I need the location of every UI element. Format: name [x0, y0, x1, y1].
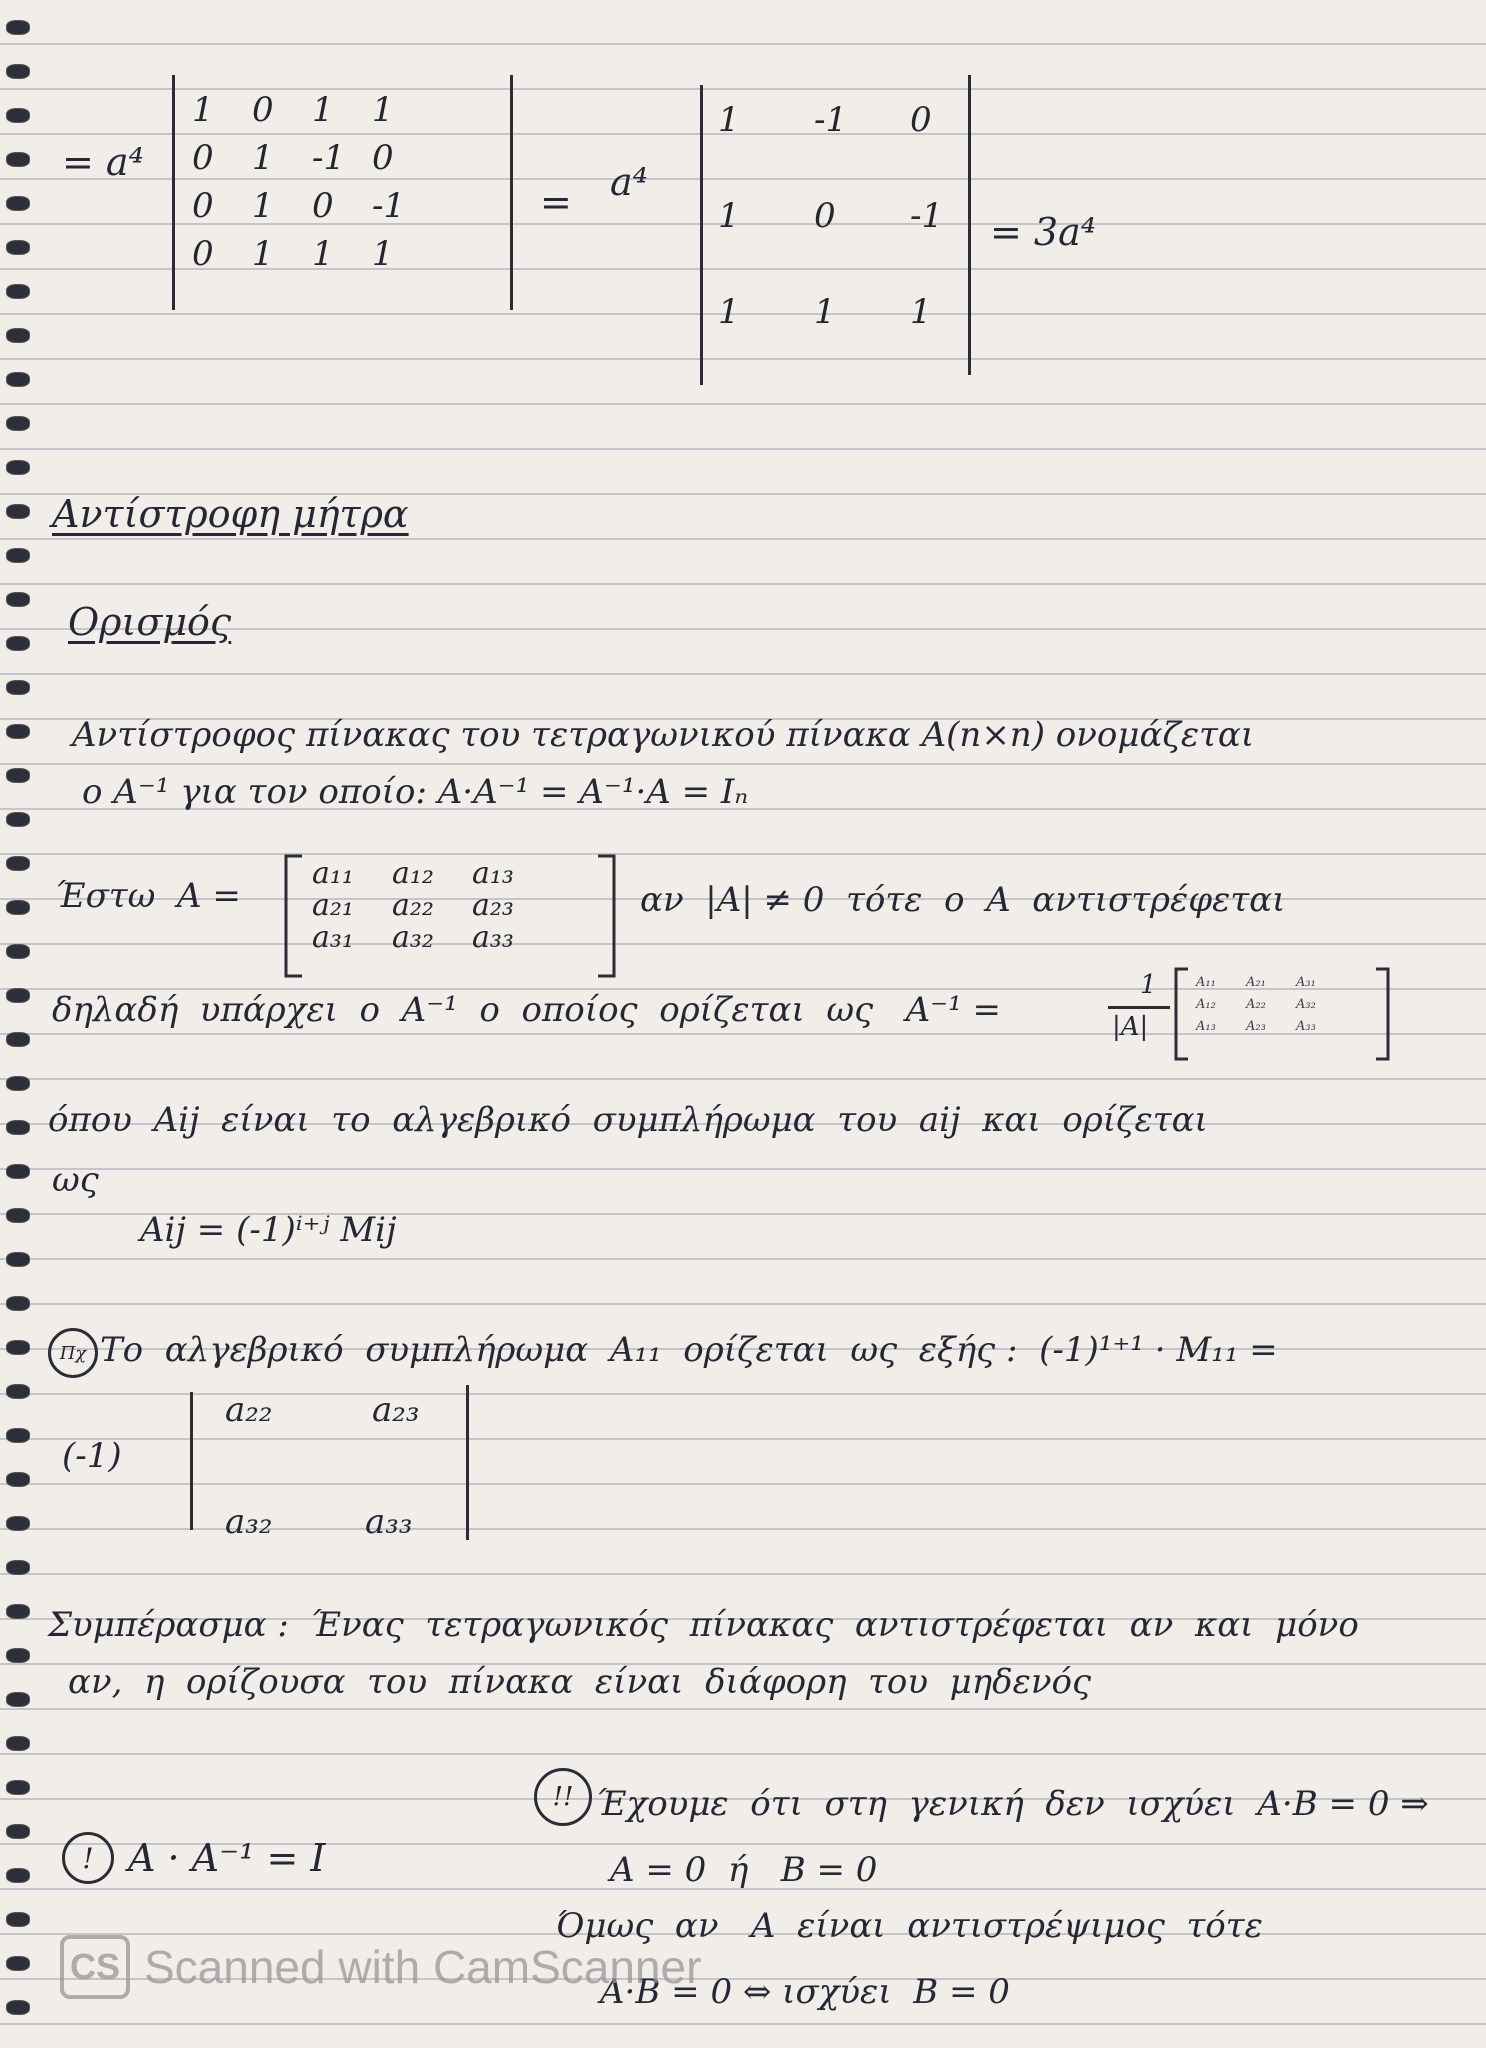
frac-line	[1108, 1006, 1170, 1009]
adjugate-matrix	[1196, 972, 1346, 1038]
definition-line-2: ο A⁻¹ για τον οποίο: A·A⁻¹ = A⁻¹·A = Iₙ	[82, 772, 749, 812]
spiral-hole	[6, 724, 30, 739]
spiral-binding	[0, 0, 40, 2048]
spiral-hole	[6, 372, 30, 387]
spiral-hole	[6, 1824, 30, 1839]
det4-cell: 1	[252, 186, 274, 226]
spiral-hole	[6, 988, 30, 1003]
spiral-hole	[6, 680, 30, 695]
spiral-hole	[6, 1692, 30, 1707]
det4-left-bar	[172, 75, 175, 310]
det2-a23: a₂₃	[372, 1390, 420, 1430]
spiral-hole	[6, 2000, 30, 2015]
matrix-cell: a₁₁	[312, 856, 354, 891]
page-title: Αντίστροφη μήτρα	[52, 492, 409, 536]
camscanner-logo-icon: CS	[60, 1935, 130, 1999]
spiral-hole	[6, 284, 30, 299]
det4-right-bar	[510, 75, 513, 310]
example-line-4: ως	[52, 1160, 99, 1200]
spiral-hole	[6, 1164, 30, 1179]
spiral-hole	[6, 1736, 30, 1751]
spiral-hole	[6, 240, 30, 255]
note2-line-2: A = 0 ή B = 0	[610, 1850, 878, 1890]
det3-cell: 0	[814, 196, 836, 236]
det4-cell: 0	[192, 234, 214, 274]
spiral-hole	[6, 1384, 30, 1399]
example-badge: Πχ	[48, 1328, 98, 1378]
det3-cell: 1	[718, 196, 740, 236]
det2-a33: a₃₃	[365, 1502, 413, 1542]
result: = 3a⁴	[990, 210, 1096, 254]
spiral-hole	[6, 460, 30, 475]
det4-cell: 0	[372, 138, 394, 178]
spiral-hole	[6, 856, 30, 871]
matrix-cell: a₃₁	[312, 920, 354, 955]
det3-cell: 0	[910, 100, 932, 140]
det2-a32: a₃₂	[225, 1502, 273, 1542]
det3-right-bar	[968, 75, 971, 375]
matrix-cell: a₁₃	[472, 856, 514, 891]
adjugate-cell: A₁₂	[1196, 997, 1216, 1012]
example-line-2: δηλαδή υπάρχει ο A⁻¹ ο οποίος ορίζεται ως A⁻¹ =	[52, 990, 1002, 1030]
spiral-hole	[6, 592, 30, 607]
det4-cell: 0	[192, 186, 214, 226]
det3-cell: -1	[910, 196, 944, 236]
det4-cell: 1	[372, 90, 394, 130]
det3-cell: 1	[814, 292, 836, 332]
spiral-hole	[6, 1604, 30, 1619]
cofactor-factor: (-1)	[62, 1436, 122, 1476]
matrix-cell: a₃₃	[472, 920, 514, 955]
det4-cell: 0	[192, 138, 214, 178]
det3-cell: -1	[814, 100, 848, 140]
det4-cell: 0	[252, 90, 274, 130]
frac-denominator: |A|	[1112, 1012, 1149, 1042]
spiral-hole	[6, 1868, 30, 1883]
spiral-hole	[6, 636, 30, 651]
note2-badge: !!	[534, 1768, 592, 1826]
equals-sign: =	[540, 180, 572, 224]
frac-numerator: 1	[1140, 970, 1157, 1000]
note1-badge: !	[62, 1832, 114, 1884]
mid-prefix: a⁴	[610, 160, 648, 204]
det2-right-bar	[466, 1385, 469, 1540]
adjugate-cell: A₂₃	[1246, 1019, 1266, 1034]
matrix-A	[312, 858, 552, 954]
det3-grid	[718, 100, 1006, 332]
note2-line-4: A·B = 0 ⇔ ισχύει B = 0	[600, 1972, 1010, 2012]
spiral-hole	[6, 108, 30, 123]
det4-cell: -1	[312, 138, 346, 178]
det4-cell: 1	[312, 90, 334, 130]
spiral-hole	[6, 900, 30, 915]
cofactor-example-line: Το αλγεβρικό συμπλήρωμα A₁₁ ορίζεται ως εξής : (-1)¹⁺¹ · M₁₁ =	[100, 1330, 1278, 1370]
spiral-hole	[6, 812, 30, 827]
lhs-prefix: = a⁴	[62, 140, 144, 184]
spiral-hole	[6, 1120, 30, 1135]
spiral-hole	[6, 196, 30, 211]
det4-cell: 1	[252, 138, 274, 178]
spiral-hole	[6, 768, 30, 783]
adjugate-cell: A₃₂	[1296, 997, 1316, 1012]
det4-cell: 0	[312, 186, 334, 226]
camscanner-watermark	[60, 1935, 701, 1999]
matrix-cell: a₂₁	[312, 888, 354, 923]
cofactor-formula: Aij = (-1)ⁱ⁺ʲ Mij	[140, 1210, 397, 1250]
det3-cell: 1	[718, 292, 740, 332]
definition-line-1: Αντίστροφος πίνακας του τετραγωνικού πίνακα A(n×n) ονομάζεται	[72, 715, 1255, 755]
det2-a22: a₂₂	[225, 1390, 273, 1430]
det4-cell: 1	[252, 234, 274, 274]
spiral-hole	[6, 1252, 30, 1267]
spiral-hole	[6, 1472, 30, 1487]
spiral-hole	[6, 548, 30, 563]
spiral-hole	[6, 1296, 30, 1311]
adjugate-cell: A₁₁	[1196, 975, 1216, 990]
adjugate-cell: A₃₃	[1296, 1019, 1316, 1034]
matrix-cell: a₂₃	[472, 888, 514, 923]
spiral-hole	[6, 152, 30, 167]
spiral-hole	[6, 1032, 30, 1047]
watermark-text: Scanned with CamScanner	[144, 1941, 702, 1993]
example-line-3: όπου Aij είναι το αλγεβρικό συμπλήρωμα του aij και ορίζεται	[48, 1100, 1208, 1140]
det3-cell: 1	[718, 100, 740, 140]
adjugate-cell: A₃₁	[1296, 975, 1316, 990]
note2-line-3: Όμως αν A είναι αντιστρέψιμος τότε	[556, 1906, 1263, 1946]
det4-cell: 1	[192, 90, 214, 130]
spiral-hole	[6, 1912, 30, 1927]
spiral-hole	[6, 504, 30, 519]
det2-left-bar	[190, 1392, 193, 1530]
conclusion-line-1: Συμπέρασμα : Ένας τετραγωνικός πίνακας αντιστρέφεται αν και μόνο	[48, 1605, 1359, 1645]
spiral-hole	[6, 1076, 30, 1091]
example-lead: Έστω A =	[55, 876, 241, 916]
note2-line-1: Έχουμε ότι στη γενική δεν ισχύει A·B = 0 ⇒	[596, 1784, 1429, 1824]
matrix-cell: a₃₂	[392, 920, 434, 955]
matrix-cell: a₂₂	[392, 888, 434, 923]
spiral-hole	[6, 1428, 30, 1443]
det4-cell: -1	[372, 186, 406, 226]
conclusion-line-2: αν, η ορίζουσα του πίνακα είναι διάφορη του μηδενός	[68, 1662, 1092, 1702]
det3-cell: 1	[910, 292, 932, 332]
spiral-hole	[6, 944, 30, 959]
det4-cell: 1	[312, 234, 334, 274]
spiral-hole	[6, 1956, 30, 1971]
det4-grid	[192, 90, 432, 274]
adjugate-cell: A₂₂	[1246, 997, 1266, 1012]
spiral-hole	[6, 64, 30, 79]
det3-left-bar	[700, 85, 703, 385]
spiral-hole	[6, 328, 30, 343]
spiral-hole	[6, 1208, 30, 1223]
spiral-hole	[6, 1648, 30, 1663]
det4-cell: 1	[372, 234, 394, 274]
adjugate-cell: A₂₁	[1246, 975, 1266, 990]
spiral-hole	[6, 1516, 30, 1531]
adjugate-cell: A₁₃	[1196, 1019, 1216, 1034]
note1: A · A⁻¹ = I	[128, 1836, 326, 1880]
spiral-hole	[6, 20, 30, 35]
spiral-hole	[6, 416, 30, 431]
definition-heading: Ορισμός	[68, 600, 232, 644]
matrix-cell: a₁₂	[392, 856, 434, 891]
invertible-condition: αν |A| ≠ 0 τότε ο A αντιστρέφεται	[640, 880, 1286, 920]
spiral-hole	[6, 1560, 30, 1575]
spiral-hole	[6, 1780, 30, 1795]
spiral-hole	[6, 1340, 30, 1355]
